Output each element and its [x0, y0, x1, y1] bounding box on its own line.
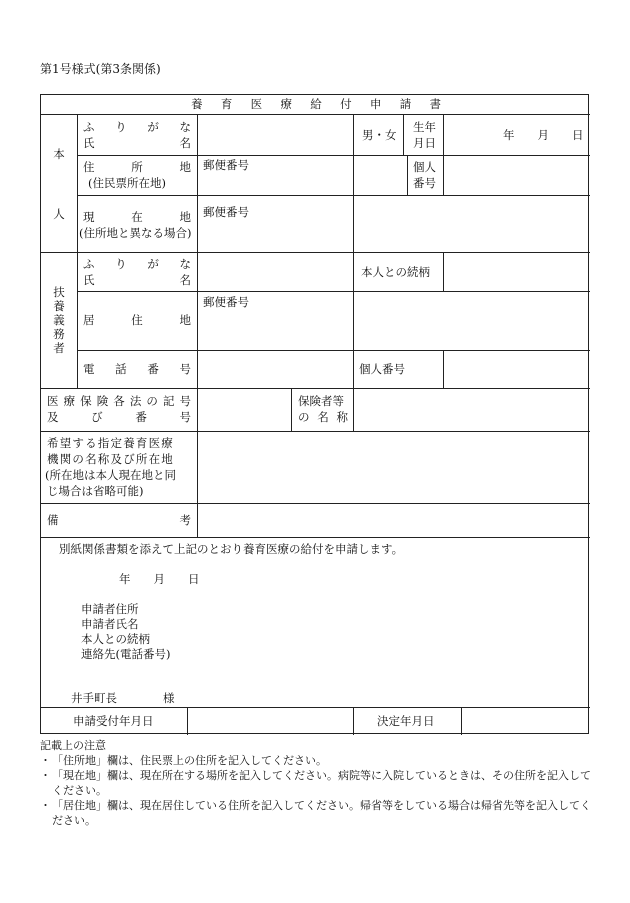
- insurance-number-field[interactable]: [199, 391, 289, 429]
- note-item: ・ 「住所地」欄は、住民票上の住所を記入してください。: [40, 754, 327, 767]
- applicant-name-label: 申請者氏名: [81, 617, 139, 631]
- received-date-label: 申請受付年月日: [73, 714, 154, 728]
- section-label-child-2: 人: [53, 207, 65, 221]
- relationship-label: 本人との続柄: [361, 265, 430, 279]
- note-item: ・ 「居住地」欄は、現在居住している住所を記入してください。帰省等をしている場合は帰省先等を記入してください。: [40, 799, 591, 827]
- current-location-label: 現 在 地: [83, 210, 191, 224]
- current-location-sublabel: (住所地と異なる場合): [79, 226, 192, 240]
- birth-label-line2: 月日: [413, 136, 436, 150]
- residence-postal-label: 郵便番号: [203, 295, 249, 309]
- relationship-field[interactable]: [445, 254, 587, 289]
- applicant-contact-label: 連絡先(電話番号): [81, 647, 171, 661]
- hospital-label-line3: (所在地は本人現在地と同: [45, 468, 176, 482]
- address-postal-label: 郵便番号: [203, 158, 249, 172]
- form-title: 養 育 医 療 給 付 申 請 書: [191, 97, 441, 111]
- remarks-label: 備 考: [47, 513, 191, 527]
- notes-heading: 記載上の注意: [40, 739, 106, 752]
- kojin-field[interactable]: [445, 157, 587, 193]
- notes-section: [40, 738, 600, 828]
- current-postal-label: 郵便番号: [203, 205, 249, 219]
- child-furigana-label: ふ り が な: [83, 120, 191, 134]
- declaration-statement: 別紙関係書類を添えて上記のとおり養育医療の給付を申請します。: [59, 542, 404, 556]
- applicant-relationship-label: 本人との続柄: [81, 632, 150, 646]
- child-name-label: 氏 名: [83, 136, 191, 150]
- child-name-field[interactable]: [199, 121, 351, 151]
- address-sublabel: (住民票所在地): [88, 176, 166, 190]
- insurer-field[interactable]: [355, 391, 587, 429]
- birth-label-line1: 生年: [413, 120, 436, 134]
- residence-label: 居 住 地: [83, 313, 191, 327]
- decided-date-field[interactable]: [463, 709, 587, 733]
- section-label-child: 本: [53, 147, 65, 161]
- kojin-label-line1: 個人: [413, 160, 436, 174]
- birth-date-field[interactable]: 年 月 日: [503, 128, 584, 142]
- insurer-label-line1: 保険者等: [298, 394, 344, 408]
- address-label: 住 所 地: [83, 160, 191, 174]
- application-form-table: [40, 94, 589, 734]
- applicant-address-label: 申請者住所: [81, 602, 139, 616]
- remarks-field[interactable]: [199, 505, 587, 535]
- note-item: ・ 「現在地」欄は、現在所在する場所を記入してください。病院等に入院しているときは、その住所を記入してください。: [40, 769, 591, 797]
- guardian-furigana-label: ふ り が な: [83, 257, 191, 271]
- guardian-name-label: 氏 名: [83, 273, 191, 287]
- section-label-guardian: 扶 養 義 務 者: [53, 285, 65, 355]
- addressee-label: 井手町長: [71, 691, 117, 705]
- hospital-label-line1: 希望する指定養育医療: [47, 436, 174, 450]
- phone-field[interactable]: [199, 353, 351, 385]
- phone-label: 電 話 番 号: [83, 362, 191, 376]
- hospital-label-line2: 機関の名称及び所在地: [47, 452, 174, 466]
- declaration-date[interactable]: 年 月 日: [119, 572, 200, 586]
- guardian-kojin-label: 個人番号: [359, 362, 405, 376]
- form-number: 第1号様式(第3条関係): [40, 62, 161, 76]
- hospital-label-line4: じ場合は省略可能): [47, 484, 144, 498]
- insurance-label-line2: 及 び 番 号: [47, 410, 191, 424]
- decided-date-label: 決定年月日: [377, 714, 435, 728]
- hospital-field[interactable]: [199, 433, 587, 501]
- received-date-field[interactable]: [189, 709, 351, 733]
- sex-options[interactable]: 男・女: [362, 128, 397, 142]
- insurer-label-line2: の 名 称: [298, 410, 348, 424]
- addressee-honorific: 様: [163, 691, 175, 705]
- kojin-label-line2: 番号: [413, 176, 436, 190]
- insurance-label-line1: 医 療 保 険 各 法 の 記 号: [47, 394, 191, 408]
